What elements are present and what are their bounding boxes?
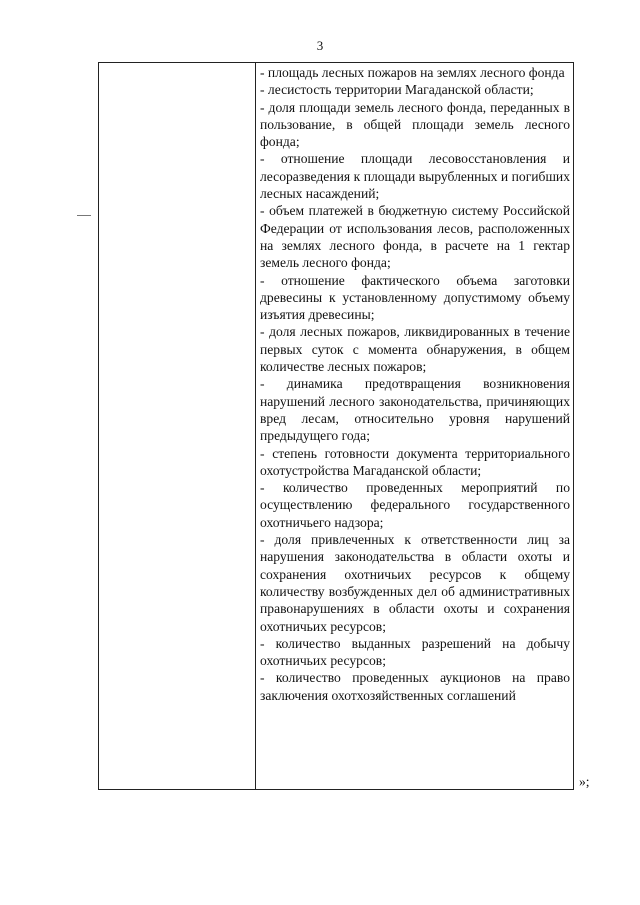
indicator-item: - лесистость территории Магаданской области; — [260, 82, 534, 98]
indicator-item: - количество выданных разрешений на добычу охотничьих ресурсов; — [260, 635, 570, 669]
indicator-item: - объем платежей в бюджетную систему Российской Федерации от использования лесов, расположенных на землях лесного фонда, в расчете на 1 гектар земель лесного фонда; — [260, 203, 570, 271]
indicator-table — [98, 62, 574, 790]
indicator-item: - количество проведенных аукционов на право заключения охотхозяйственных соглашений — [260, 670, 570, 703]
indicator-item: - степень готовности документа территориального охотустройства Магаданской области; — [260, 445, 570, 478]
closing-quote-mark: »; — [579, 774, 590, 789]
indicator-item: - отношение площади лесовосстановления и лесоразведения к площади вырубленных и погибших лесных насаждений; — [260, 151, 570, 202]
indicator-item: - доля привлеченных к ответственности лиц за нарушения законодательства в области охоты и сохранения охотничьих ресурсов к общему количеству возбужденных дел об административных правонарушениях в области охоты и сохранения охотничьих ресурсов; — [260, 532, 570, 634]
indicator-item: - доля площади земель лесного фонда, переданных в пользование, в общей площади земель лесного фонда; — [260, 99, 570, 150]
table-right-cell — [256, 63, 573, 789]
indicator-item: - динамика предотвращения возникновения нарушений лесного законодательства, причиняющих вред лесам, относительно уровня нарушений предыдущего года; — [260, 376, 570, 444]
margin-mark — [77, 215, 91, 216]
indicator-item: - количество проведенных мероприятий по осуществлению федерального государственного охотничьего надзора; — [260, 480, 570, 530]
indicator-item: - отношение фактического объема заготовки древесины к установленному допустимому объему изъятия древесины; — [260, 272, 570, 323]
page-number: 3 — [316, 38, 324, 53]
table-left-cell — [99, 63, 256, 789]
indicator-item: - доля лесных пожаров, ликвидированных в течение первых суток с момента обнаружения, в общем количестве лесных пожаров; — [260, 324, 570, 375]
indicator-item: - площадь лесных пожаров на землях лесного фонда — [260, 65, 565, 80]
